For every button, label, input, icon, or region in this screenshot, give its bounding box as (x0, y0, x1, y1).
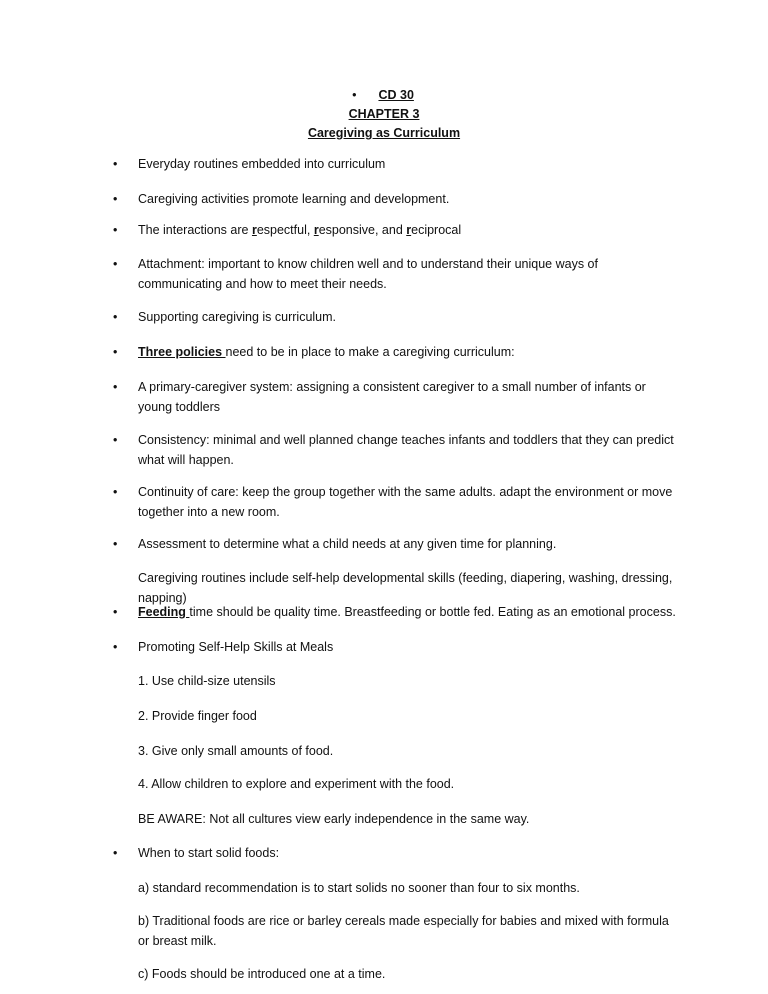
bullet-item-feeding: • Feeding time should be quality time. Breastfeeding or bottle fed. Eating as an emotional process. (138, 602, 678, 622)
bullet-item: • Assessment to determine what a child needs at any given time for planning. (138, 534, 678, 554)
document-title: Caregiving as Curriculum (307, 126, 461, 140)
list-item: 3. Give only small amounts of food. (138, 744, 334, 758)
document-header (0, 86, 768, 143)
list-item: 4. Allow children to explore and experiment with the food. (138, 777, 455, 791)
bullet-item: • Caregiving activities promote learning and development. (138, 189, 678, 209)
bullet-item: • When to start solid foods: (138, 843, 678, 863)
course-code: CD 30 (378, 88, 414, 102)
list-item: 1. Use child-size utensils (138, 674, 276, 688)
list-item: b) Traditional foods are rice or barley cereals made especially for babies and mixed with formula or breast milk. (138, 914, 669, 948)
chapter-label: CHAPTER 3 (348, 107, 420, 121)
bullet-item: • Consistency: minimal and well planned change teaches infants and toddlers that they can predict what will happen. (138, 430, 678, 470)
header-bullet: • (352, 88, 357, 102)
bullet-item: • A primary-caregiver system: assigning a consistent caregiver to a small number of infants or young toddlers (138, 377, 678, 417)
bullet-item-policies: • Three policies need to be in place to make a caregiving curriculum: (138, 342, 678, 362)
bullet-item: • Everyday routines embedded into curriculum (138, 154, 678, 174)
list-item: c) Foods should be introduced one at a time. (138, 967, 386, 981)
list-item: a) standard recommendation is to start solids no sooner than four to six months. (138, 881, 580, 895)
bullet-item: • Continuity of care: keep the group together with the same adults. adapt the environment or move together into a new room. (138, 482, 678, 522)
bullet-item: • Attachment: important to know children well and to understand their unique ways of communicating and how to meet their needs. (138, 254, 678, 294)
list-item: 2. Provide finger food (138, 709, 257, 723)
paragraph: Caregiving routines include self-help developmental skills (feeding, diapering, washing, dressing, napping) (138, 571, 673, 605)
bullet-item: • Supporting caregiving is curriculum. (138, 307, 678, 327)
bullet-item: • Promoting Self-Help Skills at Meals (138, 637, 678, 657)
paragraph: BE AWARE: Not all cultures view early independence in the same way. (138, 812, 530, 826)
bullet-item-interactions: • The interactions are respectful, responsive, and reciprocal (138, 220, 678, 240)
